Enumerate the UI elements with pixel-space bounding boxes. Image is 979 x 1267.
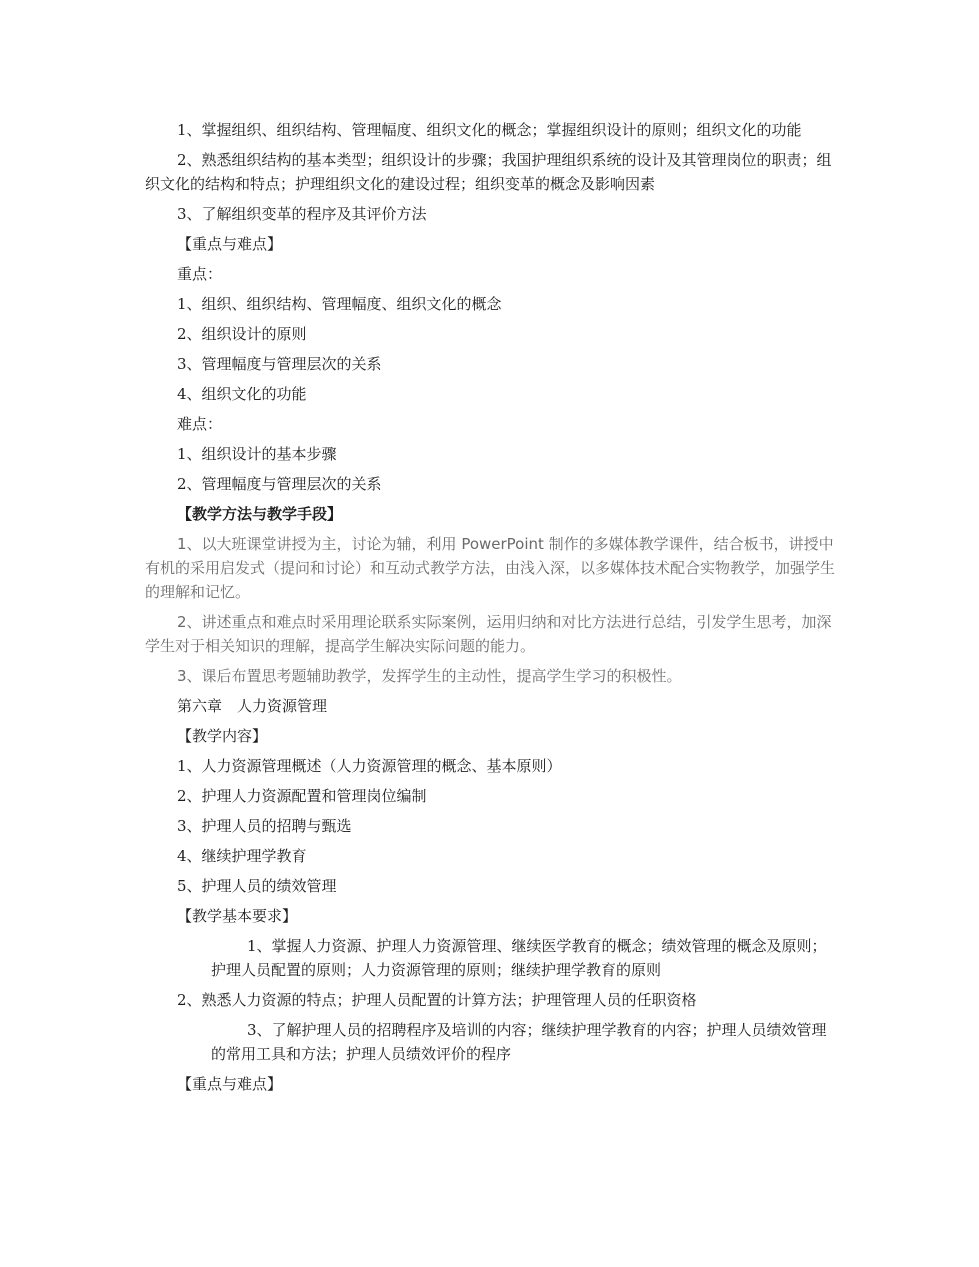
chapter-title: 第六章 人力资源管理 bbox=[177, 697, 328, 715]
objective-2: 2、熟悉组织结构的基本类型；组织设计的步骤；我国护理组织系统的设计及其管理岗位的职责；组织文化的结构和特点；护理组织文化的建设过程；组织变革的概念及影响因素 bbox=[145, 151, 832, 193]
content-item-4: 4、继续护理学教育 bbox=[177, 847, 307, 865]
key-item-2: 2、组织设计的原则 bbox=[177, 325, 307, 343]
difficult-item-2: 2、管理幅度与管理层次的关系 bbox=[177, 475, 382, 493]
key-difficult-heading: 【重点与难点】 bbox=[177, 235, 283, 253]
key-item-3: 3、管理幅度与管理层次的关系 bbox=[177, 355, 382, 373]
chapter6-key-difficult-heading: 【重点与难点】 bbox=[177, 1075, 283, 1093]
document-body bbox=[145, 118, 835, 1102]
key-item-1: 1、组织、组织结构、管理幅度、组织文化的概念 bbox=[177, 295, 502, 313]
difficult-label: 难点： bbox=[177, 415, 223, 433]
key-label: 重点： bbox=[177, 265, 223, 283]
requirement-2: 2、熟悉人力资源的特点；护理人员配置的计算方法；护理管理人员的任职资格 bbox=[177, 991, 697, 1009]
content-item-1: 1、人力资源管理概述（人力资源管理的概念、基本原则） bbox=[177, 757, 562, 775]
requirement-1: 1、掌握人力资源、护理人力资源管理、继续医学教育的概念；绩效管理的概念及原则；护理人员配置的原则；人力资源管理的原则；继续护理学教育的原则 bbox=[211, 937, 827, 979]
method-3: 3、课后布置思考题辅助教学，发挥学生的主动性，提高学生学习的积极性。 bbox=[177, 667, 682, 685]
content-item-2: 2、护理人力资源配置和管理岗位编制 bbox=[177, 787, 427, 805]
method-2: 2、讲述重点和难点时采用理论联系实际案例，运用归纳和对比方法进行总结，引发学生思考，加深学生对于相关知识的理解，提高学生解决实际问题的能力。 bbox=[145, 613, 832, 655]
method-1: 1、以大班课堂讲授为主，讨论为辅，利用 PowerPoint 制作的多媒体教学课件，结合板书，讲授中有机的采用启发式（提问和讨论）和互动式教学方法，由浅入深，以多媒体技术配合实物教学，加强学生的理解和记忆。 bbox=[145, 535, 836, 601]
content-item-3: 3、护理人员的招聘与甄选 bbox=[177, 817, 352, 835]
content-heading: 【教学内容】 bbox=[177, 727, 268, 745]
objective-3: 3、了解组织变革的程序及其评价方法 bbox=[177, 205, 427, 223]
methods-heading: 【教学方法与教学手段】 bbox=[177, 505, 343, 523]
content-item-5: 5、护理人员的绩效管理 bbox=[177, 877, 337, 895]
objective-1: 1、掌握组织、组织结构、管理幅度、组织文化的概念；掌握组织设计的原则；组织文化的功能 bbox=[177, 121, 802, 139]
requirements-heading: 【教学基本要求】 bbox=[177, 907, 298, 925]
key-item-4: 4、组织文化的功能 bbox=[177, 385, 307, 403]
requirement-3: 3、了解护理人员的招聘程序及培训的内容；继续护理学教育的内容；护理人员绩效管理的常用工具和方法；护理人员绩效评价的程序 bbox=[211, 1021, 827, 1063]
difficult-item-1: 1、组织设计的基本步骤 bbox=[177, 445, 337, 463]
